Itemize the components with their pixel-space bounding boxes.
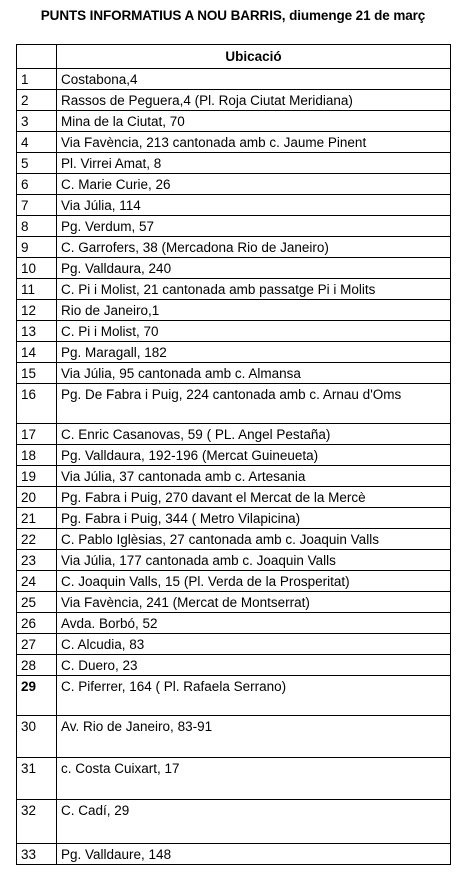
row-location: Pg. Valldaure, 148 xyxy=(57,844,451,865)
row-number: 23 xyxy=(17,550,57,571)
row-location: C. Pi i Molist, 21 cantonada amb passatge Pi i Molits xyxy=(57,279,451,300)
header-number xyxy=(17,45,57,69)
row-location: Pl. Virrei Amat, 8 xyxy=(57,153,451,174)
row-number: 25 xyxy=(17,592,57,613)
row-location: C. Piferrer, 164 ( Pl. Rafaela Serrano) xyxy=(57,676,451,716)
row-location: C. Joaquin Valls, 15 (Pl. Verda de la Prosperitat) xyxy=(57,571,451,592)
row-location: C. Garrofers, 38 (Mercadona Rio de Janeiro) xyxy=(57,237,451,258)
row-location: Rio de Janeiro,1 xyxy=(57,300,451,321)
row-number: 12 xyxy=(17,300,57,321)
header-location: Ubicació xyxy=(57,45,451,69)
table-row xyxy=(17,800,451,844)
row-location: c. Costa Cuixart, 17 xyxy=(57,758,451,800)
row-number: 2 xyxy=(17,90,57,111)
table-row xyxy=(17,592,451,613)
row-number: 11 xyxy=(17,279,57,300)
table-row xyxy=(17,844,451,865)
row-number: 18 xyxy=(17,445,57,466)
row-number: 7 xyxy=(17,195,57,216)
row-number: 15 xyxy=(17,363,57,384)
table-row xyxy=(17,487,451,508)
row-location: Rassos de Peguera,4 (Pl. Roja Ciutat Meridiana) xyxy=(57,90,451,111)
row-location: Pg. De Fabra i Puig, 224 cantonada amb c. Arnau d'Oms xyxy=(57,384,451,424)
row-location: C. Cadí, 29 xyxy=(57,800,451,844)
row-location: Costabona,4 xyxy=(57,69,451,90)
table-row xyxy=(17,613,451,634)
table-row xyxy=(17,216,451,237)
row-location: Av. Rio de Janeiro, 83-91 xyxy=(57,716,451,758)
row-number: 4 xyxy=(17,132,57,153)
table-row xyxy=(17,424,451,445)
table-row xyxy=(17,300,451,321)
row-number: 30 xyxy=(17,716,57,758)
row-number: 21 xyxy=(17,508,57,529)
row-number: 13 xyxy=(17,321,57,342)
table-row xyxy=(17,676,451,716)
row-number: 1 xyxy=(17,69,57,90)
table-row xyxy=(17,384,451,424)
locations-table xyxy=(16,44,451,865)
table-header-row xyxy=(17,45,451,69)
row-number: 3 xyxy=(17,111,57,132)
table-row xyxy=(17,111,451,132)
row-number: 8 xyxy=(17,216,57,237)
row-number: 22 xyxy=(17,529,57,550)
table-row xyxy=(17,550,451,571)
document-title: PUNTS INFORMATIUS A NOU BARRIS, diumenge 21 de març xyxy=(40,8,426,23)
row-number: 29 xyxy=(17,676,57,716)
row-location: C. Pablo Iglèsias, 27 cantonada amb c. Joaquin Valls xyxy=(57,529,451,550)
row-number: 17 xyxy=(17,424,57,445)
row-number: 6 xyxy=(17,174,57,195)
table-row xyxy=(17,758,451,800)
row-location: C. Marie Curie, 26 xyxy=(57,174,451,195)
table-row xyxy=(17,132,451,153)
table-row xyxy=(17,90,451,111)
table-row xyxy=(17,321,451,342)
row-location: Via Júlia, 37 cantonada amb c. Artesania xyxy=(57,466,451,487)
row-location: Avda. Borbó, 52 xyxy=(57,613,451,634)
row-number: 20 xyxy=(17,487,57,508)
row-location: Mina de la Ciutat, 70 xyxy=(57,111,451,132)
table-row xyxy=(17,716,451,758)
row-number: 5 xyxy=(17,153,57,174)
row-number: 16 xyxy=(17,384,57,424)
row-number: 33 xyxy=(17,844,57,865)
row-number: 14 xyxy=(17,342,57,363)
table-row xyxy=(17,195,451,216)
table-row xyxy=(17,279,451,300)
table-row xyxy=(17,571,451,592)
row-number: 32 xyxy=(17,800,57,844)
table-row xyxy=(17,342,451,363)
row-number: 31 xyxy=(17,758,57,800)
row-location: Pg. Fabra i Puig, 270 davant el Mercat de la Mercè xyxy=(57,487,451,508)
row-number: 10 xyxy=(17,258,57,279)
table-row xyxy=(17,153,451,174)
table-row xyxy=(17,363,451,384)
row-location: C. Alcudia, 83 xyxy=(57,634,451,655)
row-number: 28 xyxy=(17,655,57,676)
row-location: Pg. Verdum, 57 xyxy=(57,216,451,237)
row-location: C. Duero, 23 xyxy=(57,655,451,676)
row-location: Pg. Valldaura, 240 xyxy=(57,258,451,279)
row-location: Via Favència, 213 cantonada amb c. Jaume Pinent xyxy=(57,132,451,153)
row-number: 24 xyxy=(17,571,57,592)
row-location: C. Enric Casanovas, 59 ( PL. Angel Pestaña) xyxy=(57,424,451,445)
table-row xyxy=(17,466,451,487)
table-row xyxy=(17,508,451,529)
table-row xyxy=(17,529,451,550)
row-number: 9 xyxy=(17,237,57,258)
row-number: 19 xyxy=(17,466,57,487)
table-row xyxy=(17,634,451,655)
table-row xyxy=(17,655,451,676)
row-location: Pg. Fabra i Puig, 344 ( Metro Vilapicina) xyxy=(57,508,451,529)
row-location: Pg. Valldaura, 192-196 (Mercat Guineueta) xyxy=(57,445,451,466)
table-row xyxy=(17,445,451,466)
row-number: 27 xyxy=(17,634,57,655)
row-location: Via Júlia, 95 cantonada amb c. Almansa xyxy=(57,363,451,384)
row-location: Via Favència, 241 (Mercat de Montserrat) xyxy=(57,592,451,613)
table-body xyxy=(17,69,451,865)
row-location: C. Pi i Molist, 70 xyxy=(57,321,451,342)
table-row xyxy=(17,258,451,279)
row-location: Via Júlia, 114 xyxy=(57,195,451,216)
row-location: Pg. Maragall, 182 xyxy=(57,342,451,363)
table-row xyxy=(17,69,451,90)
table-row xyxy=(17,174,451,195)
row-number: 26 xyxy=(17,613,57,634)
table-row xyxy=(17,237,451,258)
row-location: Via Júlia, 177 cantonada amb c. Joaquin Valls xyxy=(57,550,451,571)
